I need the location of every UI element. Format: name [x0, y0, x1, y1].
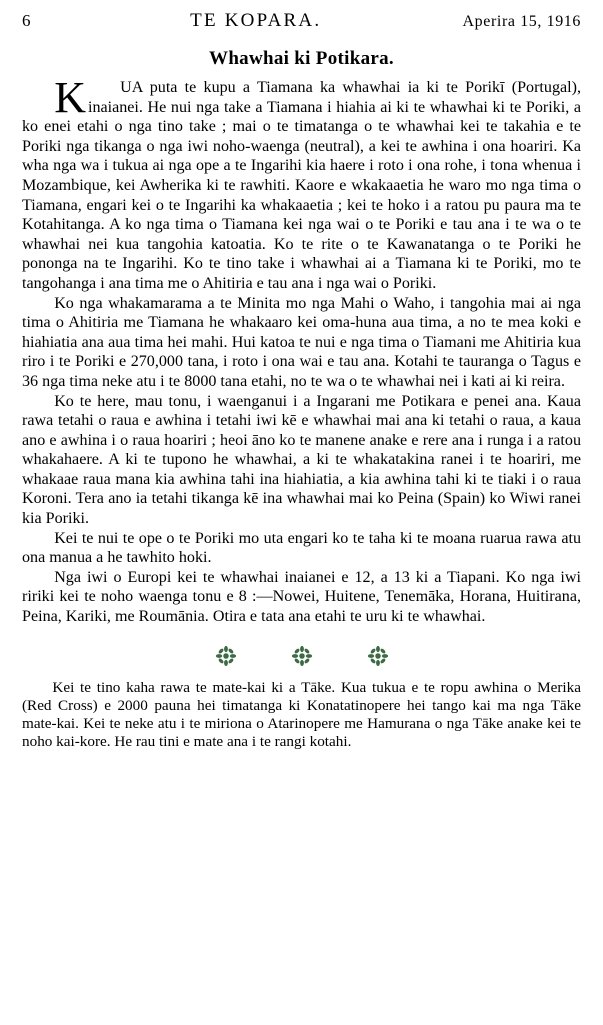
- running-head: [22, 10, 581, 34]
- paragraph-3: Ko te here, mau tonu, i waenganui i a Ingarani me Potikara e penei ana. Kaua rawa tetahi o raua e awhina i tetahi iwi kē e whawhai mai ana ki tetahi o raua, a kaua ano e awhina i o raua hoariri ; heoi āno ko te manene anake e rere ana i runga i a ratou whakahaere. A ki te tupono he whawhai, a ki te whakatakina ranei i te hoariri, me whakaae raua mana kia awhina tahi ina hiahiatia, a kia awhina tahi ki te tiaki i o raua Koroni. Tera ano ia tetahi tikanga kē ina whawhai mai ko Peina (Spain) ko Wiwi ranei kia Poriki.: [22, 392, 581, 528]
- drop-cap: K: [54, 73, 86, 122]
- publication-title: TE KOPARA.: [190, 10, 322, 31]
- paragraph-1-text: UA puta te kupu a Tiamana ka whawhai ia ki te Porikī (Portugal), inaianei. He nui nga take a Tiamana i hiahia ai ki te whawhai ki te Poriki, a ko enei etahi o nga tino take ; mai o te timatanga o te whawhai kei te takahia e te Poriki nga tikanga o nga iwi noho-waenga (neutral), a kei te awhina i ona hoariri. Ka wha nga wa i tukua ai nga ope a te Ingarihi kia haere i roto i ona rohe, i tona whenua i Mozambique, kei Awherika ki te rawhiti. Kaore e wkakaaetia he waro mo nga tima o Tiamana, engari kei o te Ingarihi ka whakaaetia ; kei te hoko i a ratou pu paura ma te Kotahitanga. A ko nga tima o Tiamana kei nga wai o te Poriki e tau ana i te wa o te whawhai nei kua tangohia katoatia. Ko te rite o te Kawanatanga o te Poriki he pononga na te Ingarihi. Ko te tino take i whawhai ai a Tiamana ki te Poriki, mo te tangohanga i ana tima me o Ahitiria e tau ana i nga wai o Poriki.: [22, 79, 581, 292]
- floral-ornament-icon: [367, 645, 389, 667]
- article-body: [22, 73, 581, 627]
- paragraph-1: [22, 73, 581, 294]
- article-title: Whawhai ki Potikara.: [209, 48, 394, 69]
- issue-date: Aperira 15, 1916: [462, 13, 581, 30]
- news-note: [22, 679, 581, 752]
- paragraph-4: Kei te nui te ope o te Poriki mo uta engari ko te taha ki te moana ruarua rawa atu ona manua a he tawhito hoki.: [22, 529, 581, 567]
- page-number: 6: [22, 11, 31, 30]
- floral-ornament-icon: [215, 645, 237, 667]
- ornament-divider: [22, 643, 581, 669]
- note-paragraph-1: Kei te tino kaha rawa te mate-kai ki a Tāke. Kua tukua e te ropu awhina o Merika (Red Cross) e 2000 pauna hei timatanga ki Konatatinopere hei tango kai ma nga Tāke mate-kai. Kei te neke atu i te miriona o Atarinopere me Hamurana o nga Tāke anake kei te noho kai-kore. He rau tini e mate ana i te rangi kotahi.: [22, 678, 581, 751]
- paragraph-5: Nga iwi o Europi kei te whawhai inaianei e 12, a 13 ki a Tiapani. Ko nga iwi ririki kei te noho waenga tonu e 8 :—Nowei, Huitene, Tenemāka, Horana, Huitirana, Peina, Kariki, me Roumānia. Otira e tata ana etahi te uru ki te whawhai.: [22, 568, 581, 626]
- floral-ornament-icon: [291, 645, 313, 667]
- paragraph-2: Ko nga whakamarama a te Minita mo nga Mahi o Waho, i tangohia mai ai nga tima o Ahitiria me Tiamana he whakaaro kei oma-huna aua tima, a no te mea koki e hiahiatia ana aua tima hei mahi. Hui katoa te nui e nga tima o Tiamani me Ahitiria kua riro i te Poriki e 270,000 tana, i roto i ona wai e tau ana. Kotahi te tauranga o Tagus e 36 nga tima neke atu i te 8000 tana etahi, no te wa o te whawhai nei i kati ai ki reira.: [22, 294, 581, 390]
